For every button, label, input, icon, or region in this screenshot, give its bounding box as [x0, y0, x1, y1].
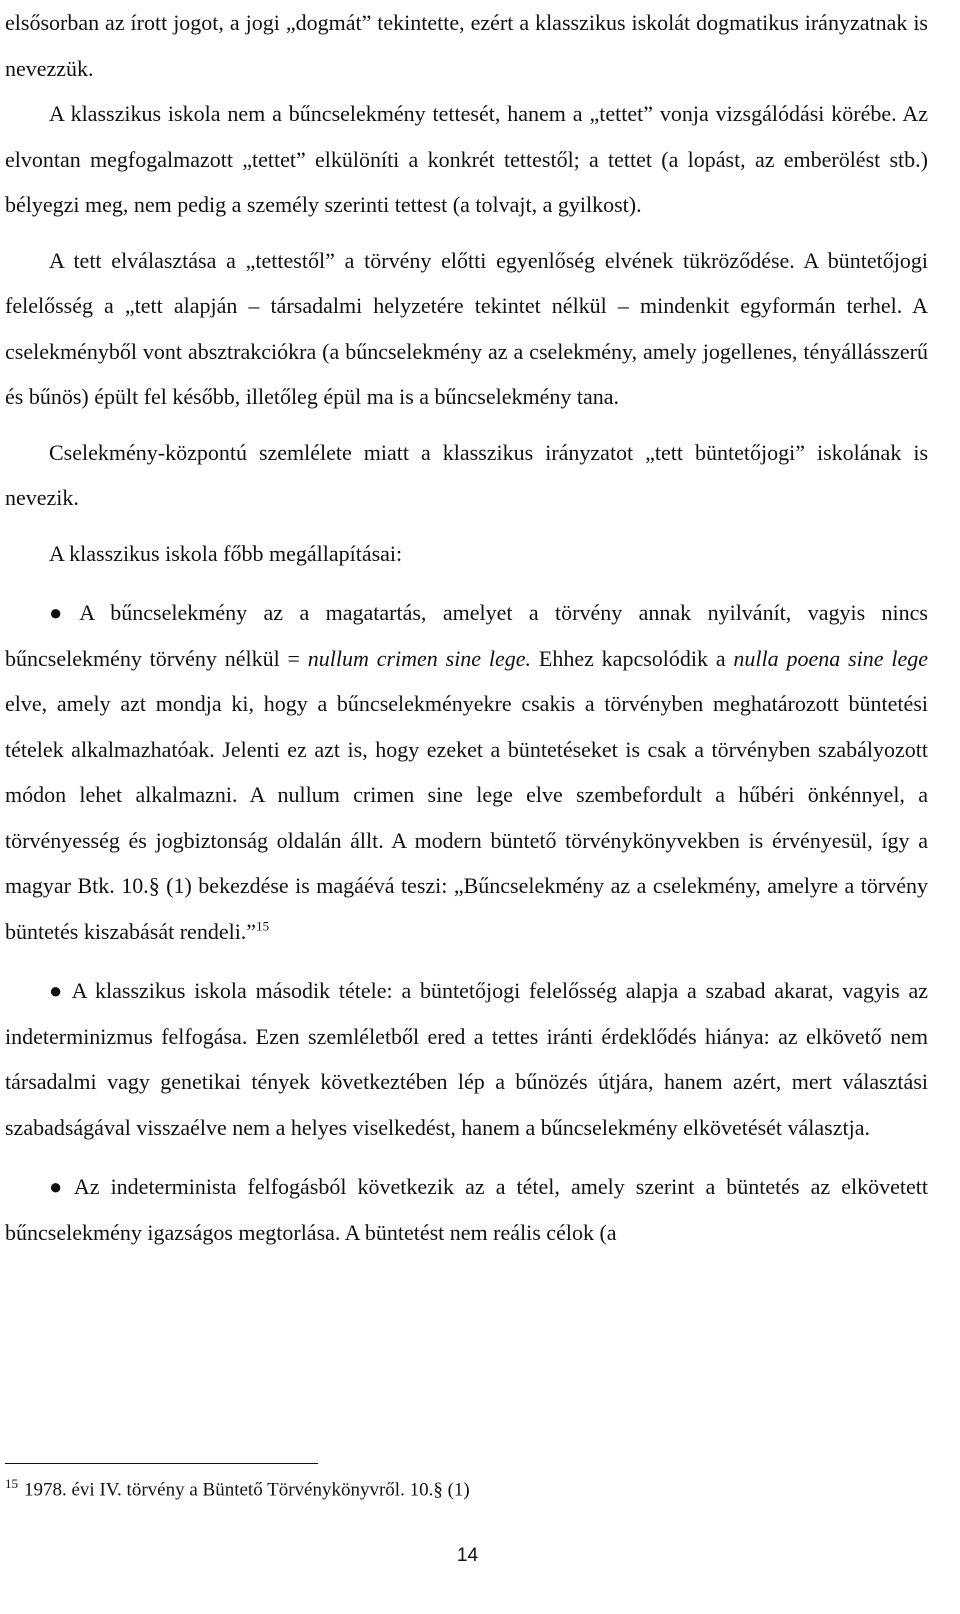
paragraph-tett-iskola: Cselekmény-központú szemlélete miatt a klasszikus irányzatot „tett büntetőjogi” iskolának is nevezik. — [5, 439, 928, 510]
bullet-icon: ● — [49, 600, 74, 625]
bullet-item-retribution — [5, 1164, 928, 1255]
paragraph-equality: A tett elválasztása a „tettestől” a törvény előtti egyenlőség elvének tükröződése. A büntetőjogi felelősség a „tett alapján – társadalmi helyzetére tekintet nélkül – mindenkit egyformán terhel. A cselekményből vont absztrakciókra (a bűncselekmény az a cselekmény, amely jogellenes, tényállásszerű és bűnös) épült fel később, illetőleg épül ma is a bűncselekmény tana. — [5, 247, 928, 409]
paragraph-dogmatic: elsősorban az írott jogot, a jogi „dogmát” tekintette, ezért a klasszikus iskolát dogmatikus irányzatnak is nevezzük. — [5, 10, 928, 81]
latin-phrase: nullum crimen sine lege. — [307, 645, 532, 671]
bullet-icon: ● — [49, 1174, 68, 1199]
footnote-text: 1978. évi IV. törvény a Büntető Törvénykönyvről. 10.§ (1) — [24, 1479, 470, 1501]
bullet-text-part: Ehhez kapcsolódik a — [531, 645, 734, 671]
paragraph-tett-focus: A klasszikus iskola nem a bűncselekmény tettesét, hanem a „tettet” vonja vizsgálódási körébe. Az elvontan megfogalmazott „tettet” elkülöníti a konkrét tettestől; a tettet (a lopást, az emberölést stb.) bélyegzi meg, nem pedig a személy szerinti tettest (a tolvajt, a gyilkost). — [5, 101, 928, 217]
bullet-item-free-will — [5, 968, 928, 1150]
latin-phrase: nulla poena sine lege — [733, 645, 928, 671]
document-page — [5, 0, 928, 1255]
footnote — [5, 1472, 470, 1502]
bullet-text: A klasszikus iskola második tétele: a büntetőjogi felelősség alapja a szabad akarat, vagyis az indeterminizmus felfogása. Ezen szemléletből ered a tettes iránti érdeklődés hiánya: az elkövető nem társadalmi vagy genetikai tények következtében lép a bűnözés útjára, hanem azért, mert választási szabadságával visszaélve nem a helyes viselkedést, hanem a bűncselekmény elkövetését választja. — [5, 978, 928, 1140]
bullet-text: Az indeterminista felfogásból következik az a tétel, amely szerint a büntetés az elkövetett bűncselekmény igazságos megtorlása. A büntetést nem reális célok (a — [5, 1174, 928, 1245]
bullet-item-nullum-crimen — [5, 590, 928, 954]
bullet-text-part: A bűncselekmény az a magatartás, amelyet a törvény annak nyilvánít, vagyis nincs bűncselekmény törvény nélkül = — [5, 600, 928, 671]
bullet-text-part: elve, amely azt mondja ki, hogy a bűncselekményekre csakis a törvényben meghatározott büntetési tételek alkalmazhatóak. Jelenti ez azt is, hogy ezeket a büntetéseket is csak a törvényben szabályozott módon lehet alkalmazni. A nullum crimen sine lege elve szembefordult a hűbéri önkénnyel, a törvényesség és jogbiztonság oldalán állt. A modern büntető törvénykönyvekben is érvényesül, így a magyar Btk. 10.§ (1) bekezdése is magáévá teszi: „Bűncselekmény az a cselekmény, amelyre a törvény büntetés kiszabását rendeli.” — [5, 691, 928, 944]
footnote-reference[interactable]: 15 — [256, 918, 270, 934]
footnote-number: 15 — [5, 1476, 18, 1491]
page-number: 14 — [456, 1545, 479, 1566]
bullet-icon: ● — [49, 978, 66, 1003]
footnote-separator — [5, 1463, 318, 1464]
paragraph-main-findings-heading: A klasszikus iskola főbb megállapításai: — [49, 540, 403, 566]
